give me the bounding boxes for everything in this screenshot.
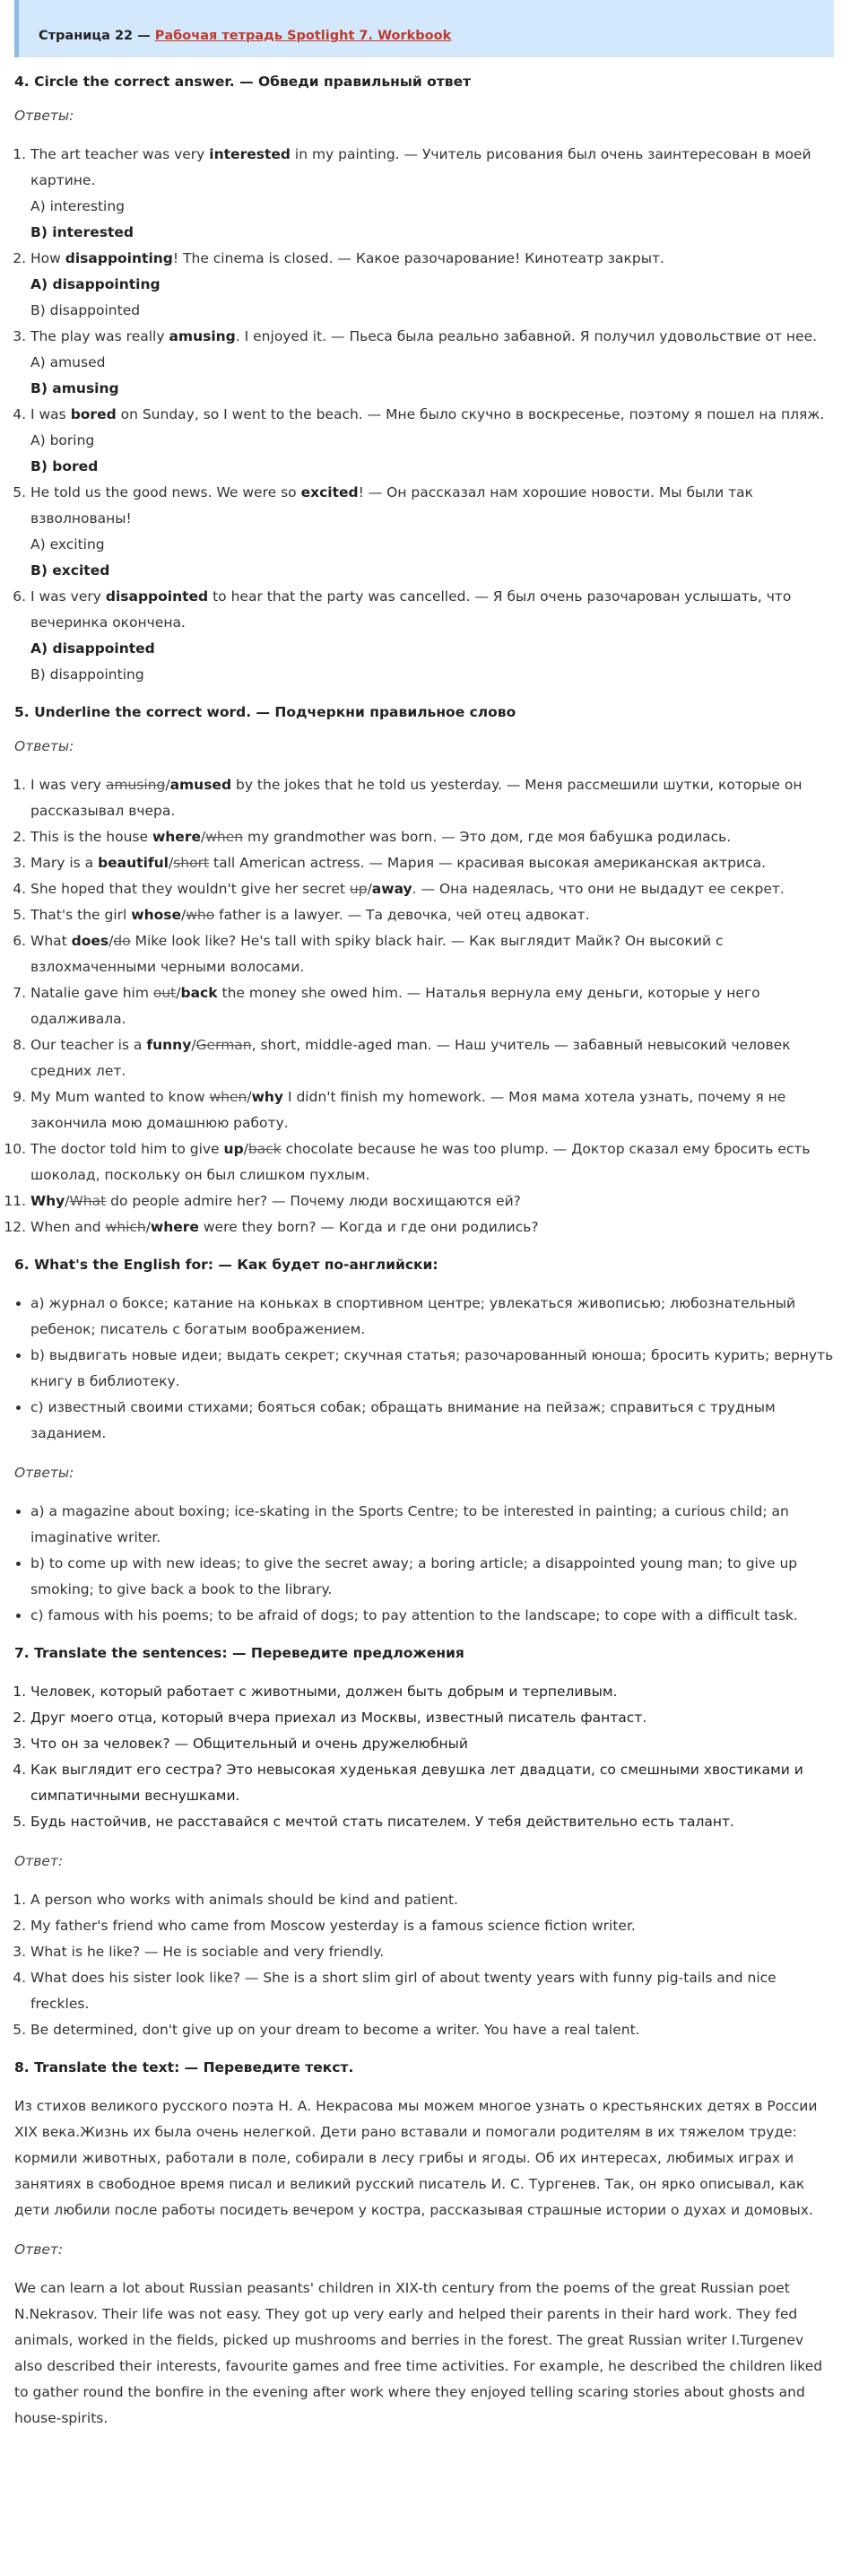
- exercise-5-title: 5. Underline the correct word. — Подчеркни правильное слово: [14, 704, 516, 720]
- correct-word: where: [152, 829, 201, 845]
- sentence-text: were they born? — Когда и где они родились?: [198, 1219, 539, 1235]
- sentence-text: Mary is a: [30, 855, 99, 871]
- page-label: Страница 22 —: [39, 29, 155, 43]
- wrong-word: short: [173, 855, 210, 871]
- sentence-text: my grandmother was born. — Это дом, где моя бабушка родилась.: [243, 829, 732, 845]
- sentence-text: When and: [30, 1219, 106, 1235]
- sentence-text: . — Она надеялась, что они не выдадут ее секрет.: [412, 881, 785, 897]
- exercise-8-answer: We can learn a lot about Russian peasants' children in XIX-th century from the poems of the great Russian poet N.Nekrasov. Their life was not easy. They got up very early and helped their parents in their hard work. They fed animals, worked in the fields, picked up mushrooms and berries in the forest. The great Russian writer I.Turgenev also described their interests, favourite games and free time activities. For example, he described the children liked to gather round the bonfire in the evening after work where they enjoyed telling scaring stories about ghosts and house-spirits.: [14, 2280, 823, 2426]
- question-text: on Sunday, so I went to the beach. — Мне было скучно в воскресенье, поэтому я пошел на пляж.: [116, 406, 825, 422]
- option-a: A) boring: [30, 432, 95, 448]
- exercise-6: [14, 1257, 834, 1629]
- option-b: B) disappointing: [30, 666, 144, 683]
- list-item: • a) журнал о боксе; катание на коньках в спортивном центре; увлекаться живописью; любознательный ребенок; писатель с богатым воображением.: [30, 1291, 834, 1343]
- sentence-text: That's the girl: [30, 907, 132, 923]
- sentence-text: I didn't finish my homework. — Моя мама хотела узнать, почему я не закончила мою домашнюю работу.: [30, 1089, 786, 1131]
- exercise-6-questions: [14, 1291, 834, 1447]
- question-keyword: bored: [70, 406, 117, 422]
- slash-separator: /: [367, 881, 372, 897]
- correct-word: amused: [169, 777, 232, 793]
- wrong-word: back: [247, 1141, 282, 1157]
- list-item: • c) famous with his poems; to be afraid of dogs; to pay attention to the landscape; to cope with a difficult task.: [30, 1603, 834, 1629]
- list-item: 4. What does his sister look like? — She is a short slim girl of about twenty years with funny pig-tails and nice freckles.: [30, 1965, 834, 2017]
- option-b: B) amusing: [30, 380, 119, 396]
- question-text: . I enjoyed it. — Пьеса была реально забавной. Я получил удовольствие от нее.: [235, 328, 818, 344]
- correct-word: away: [371, 881, 412, 897]
- question-keyword: amusing: [169, 328, 236, 344]
- correct-word: why: [251, 1089, 284, 1105]
- sentence-text: Our teacher is a: [30, 1037, 147, 1053]
- list-item: 3. Что он за человек? — Общительный и очень дружелюбный: [30, 1731, 834, 1757]
- sentence-text: Mike look like? He's tall with spiky black hair. — Как выглядит Майк? Он высокий с взлохмаченными черными волосами.: [30, 933, 724, 975]
- list-item: [30, 850, 834, 876]
- slash-separator: /: [108, 933, 114, 949]
- list-item: • b) выдвигать новые идеи; выдать секрет; скучная статья; разочарованный юноша; бросить курить; вернуть книгу в библиотеку.: [30, 1343, 834, 1395]
- list-item: [30, 876, 834, 902]
- sentence-text: I was very: [30, 777, 106, 793]
- question-text: I was very: [30, 588, 106, 605]
- correct-word: funny: [146, 1037, 192, 1053]
- option-b: B) interested: [30, 224, 134, 240]
- list-item: [30, 1084, 834, 1136]
- exercise-4-list: [14, 142, 834, 688]
- question-text: How: [30, 250, 65, 266]
- option-a: A) exciting: [30, 536, 105, 553]
- list-item: [30, 824, 834, 850]
- question-text: ! The cinema is closed. — Какое разочарование! Кинотеатр закрыт.: [172, 250, 664, 266]
- option-a: A) amused: [30, 354, 106, 370]
- wrong-word: up: [349, 881, 368, 897]
- sentence-text: the money she owed him. — Наталья вернула ему деньги, которые у него одалживала.: [30, 985, 760, 1027]
- wrong-word: do: [113, 933, 131, 949]
- question-text: The play was really: [30, 328, 169, 344]
- list-item: [30, 980, 834, 1032]
- exercise-4-title: 4. Circle the correct answer. — Обведи правильный ответ: [14, 74, 472, 90]
- list-item: • a) a magazine about boxing; ice-skating in the Sports Centre; to be interested in painting; a curious child; an imaginative writer.: [30, 1499, 834, 1551]
- exercise-8-title: 8. Translate the text: — Переведите текст.: [14, 2059, 354, 2076]
- exercise-6-answers: [14, 1499, 834, 1629]
- wrong-word: when: [205, 829, 244, 845]
- exercise-6-title: 6. What's the English for: — Как будет по-английски:: [14, 1257, 438, 1273]
- slash-separator: /: [200, 829, 206, 845]
- list-item: 5. Be determined, don't give up on your dream to become a writer. You have a real talent.: [30, 2017, 834, 2043]
- list-item: [30, 928, 834, 980]
- slash-separator: /: [243, 1141, 248, 1157]
- exercise-8: [14, 2059, 834, 2432]
- slash-separator: /: [169, 855, 174, 871]
- slash-separator: /: [181, 907, 187, 923]
- exercise-8-answer-label: Ответ:: [14, 2241, 64, 2258]
- question-text: The art teacher was very: [30, 146, 210, 162]
- question-text: to hear that the party was cancelled. — Я был очень разочарован услышать, что вечеринка окончена.: [30, 588, 792, 631]
- correct-word: back: [180, 985, 218, 1001]
- exercise-8-text: Из стихов великого русского поэта Н. А. Некрасова мы можем многое узнать о крестьянских детях в России XIX века.Жизнь их была очень нелегкой. Дети рано вставали и помогали родителям в их тяжелом труде: кормили животных, работали в поле, собирали в лесу грибы и ягоды. Об их интересах, любимых играх и занятиях в свободное время писал и великий русский писатель И. С. Тургенев. Так, он ярко описывал, как дети любили после работы посидеть вечером у костра, рассказывая страшные истории о духах и домовых.: [14, 2098, 818, 2218]
- list-item: 1. Человек, который работает с животными, должен быть добрым и терпеливым.: [30, 1679, 834, 1705]
- list-item: [30, 142, 834, 246]
- exercise-5: [14, 704, 834, 1240]
- sentence-text: , short, middle-aged man. — Наш учитель — забавный невысокий человек средних лет.: [30, 1037, 791, 1079]
- option-b: B) bored: [30, 458, 99, 474]
- exercise-7: [14, 1645, 834, 2043]
- sentence-text: This is the house: [30, 829, 152, 845]
- exercise-5-list: [14, 772, 834, 1240]
- exercise-4-answers-label: Ответы:: [14, 108, 74, 124]
- list-item: [30, 902, 834, 928]
- option-a: A) disappointed: [30, 640, 155, 657]
- sentence-text: father is a lawyer. — Та девочка, чей отец адвокат.: [214, 907, 590, 923]
- question-keyword: disappointing: [65, 250, 173, 266]
- list-item: 1. A person who works with animals should be kind and patient.: [30, 1887, 834, 1913]
- sentence-text: chocolate because he was too plump. — Доктор сказал ему бросить есть шоколад, поскольку он был слишком пухлым.: [30, 1141, 811, 1183]
- exercise-7-answers: [14, 1887, 834, 2043]
- list-item: [30, 1136, 834, 1188]
- question-keyword: interested: [209, 146, 291, 162]
- wrong-word: amusing: [105, 777, 166, 793]
- question-keyword: excited: [300, 484, 359, 500]
- wrong-word: when: [209, 1089, 247, 1105]
- option-a: A) disappointing: [30, 276, 161, 292]
- sentence-text: What: [30, 933, 72, 949]
- slash-separator: /: [145, 1219, 151, 1235]
- list-item: 2. My father's friend who came from Moscow yesterday is a famous science fiction writer.: [30, 1913, 834, 1939]
- list-item: 3. What is he like? — He is sociable and very friendly.: [30, 1939, 834, 1965]
- list-item: [30, 1214, 834, 1240]
- exercise-4: [14, 74, 834, 688]
- slash-separator: /: [65, 1193, 70, 1209]
- list-item: [30, 1032, 834, 1084]
- wrong-word: which: [105, 1219, 146, 1235]
- question-text: He told us the good news. We were so: [30, 484, 301, 500]
- wrong-word: German: [195, 1037, 252, 1053]
- exercise-5-answers-label: Ответы:: [14, 738, 74, 754]
- option-b: B) excited: [30, 562, 110, 579]
- correct-word: where: [150, 1219, 199, 1235]
- list-item: [30, 402, 834, 480]
- slash-separator: /: [191, 1037, 196, 1053]
- list-item: • c) известный своими стихами; бояться собак; обращать внимание на пейзаж; справиться с трудным заданием.: [30, 1395, 834, 1447]
- list-item: [30, 480, 834, 584]
- option-b: B) disappointed: [30, 302, 141, 318]
- exercise-7-answer-label: Ответ:: [14, 1853, 64, 1869]
- sentence-text: do people admire her? — Почему люди восхищаются ей?: [106, 1193, 521, 1209]
- correct-word: beautiful: [98, 855, 169, 871]
- option-a: A) interesting: [30, 198, 126, 214]
- exercise-7-title: 7. Translate the sentences: — Переведите предложения: [14, 1645, 464, 1661]
- list-item: [30, 584, 834, 688]
- exercise-7-sentences: [14, 1679, 834, 1835]
- sentence-text: Natalie gave him: [30, 985, 153, 1001]
- list-item: [30, 772, 834, 824]
- wrong-word: out: [152, 985, 177, 1001]
- list-item: • b) to come up with new ideas; to give the secret away; a boring article; a disappointed young man; to give up smoking; to give back a book to the library.: [30, 1551, 834, 1603]
- question-text: in my painting. — Учитель рисования был очень заинтересован в моей картине.: [30, 146, 811, 188]
- list-item: 4. Как выглядит его сестра? Это невысокая худенькая девушка лет двадцати, со смешными хвостиками и симпатичными веснушками.: [30, 1757, 834, 1809]
- correct-word: does: [71, 933, 109, 949]
- list-item: [30, 246, 834, 324]
- sentence-text: tall American actress. — Мария — красивая высокая американская актриса.: [209, 855, 767, 871]
- question-keyword: disappointed: [105, 588, 209, 605]
- slash-separator: /: [247, 1089, 252, 1105]
- list-item: 5. Будь настойчив, не расставайся с мечтой стать писателем. У тебя действительно есть талант.: [30, 1809, 834, 1835]
- sentence-text: She hoped that they wouldn't give her secret: [30, 881, 350, 897]
- wrong-word: What: [69, 1193, 107, 1209]
- workbook-link[interactable]: Рабочая тетрадь Spotlight 7. Workbook: [154, 29, 452, 43]
- correct-word: whose: [131, 907, 181, 923]
- list-item: 2. Друг моего отца, который вчера приехал из Москвы, известный писатель фантаст.: [30, 1705, 834, 1731]
- question-text: I was: [30, 406, 71, 422]
- exercise-6-answers-label: Ответы:: [14, 1465, 74, 1481]
- wrong-word: who: [186, 907, 215, 923]
- correct-word: Why: [30, 1193, 65, 1209]
- sentence-text: The doctor told him to give: [30, 1141, 224, 1157]
- question-text: ! — Он рассказал нам хорошие новости. Мы были так взволнованы!: [30, 484, 754, 527]
- list-item: [30, 324, 834, 402]
- slash-separator: /: [176, 985, 181, 1001]
- correct-word: up: [223, 1141, 244, 1157]
- slash-separator: /: [165, 777, 170, 793]
- sentence-text: by the jokes that he told us yesterday. — Меня рассмешили шутки, которые он рассказывал вчера.: [30, 777, 803, 819]
- list-item: [30, 1188, 834, 1214]
- sentence-text: My Mum wanted to know: [30, 1089, 210, 1105]
- page-header: [14, 0, 834, 57]
